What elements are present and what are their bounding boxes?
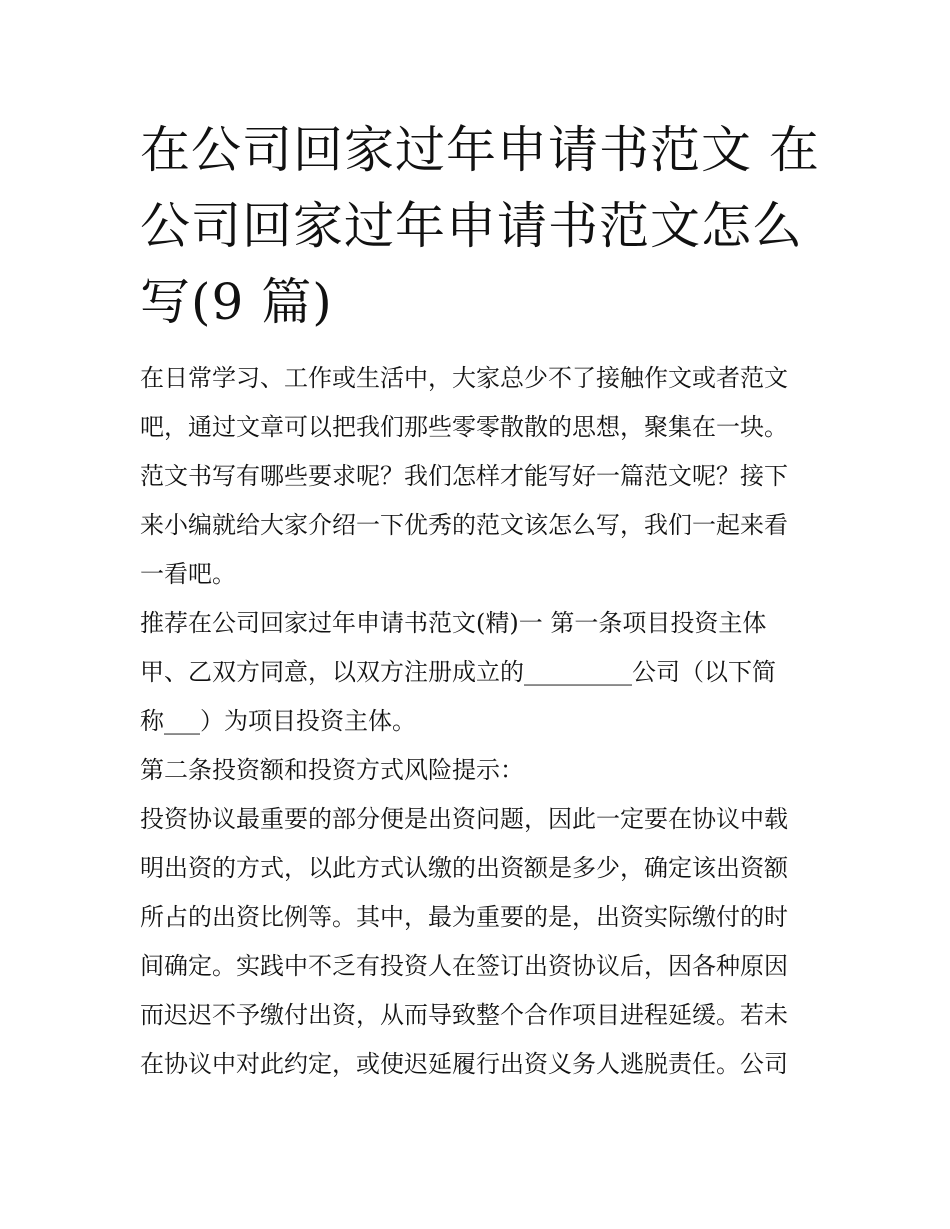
- title-line: 写(9 篇): [140, 273, 333, 331]
- text-line: 在日常学习、工作或生活中，大家总少不了接触作文或者范文: [140, 364, 788, 392]
- title-line: 在公司回家过年申请书范文 在: [140, 121, 820, 179]
- text-line: 甲、乙双方同意，以双方注册成立的_________公司（以下简: [140, 658, 776, 686]
- text-line: 来小编就给大家介绍一下优秀的范文该怎么写，我们一起来看: [140, 511, 788, 539]
- document-body: [140, 354, 820, 1089]
- text-line: 吧，通过文章可以把我们那些零零散散的思想，聚集在一块。: [140, 413, 788, 441]
- text-line: 一看吧。: [140, 560, 236, 588]
- text-line: 投资协议最重要的部分便是出资问题，因此一定要在协议中载: [140, 805, 788, 833]
- text-line: 在协议中对此约定，或使迟延履行出资义务人逃脱责任。公司: [140, 1050, 788, 1078]
- article-two-heading: [140, 746, 820, 795]
- text-line: 明出资的方式，以此方式认缴的出资额是多少，确定该出资额: [140, 854, 788, 882]
- text-line: 推荐在公司回家过年申请书范文(精)一 第一条项目投资主体: [140, 609, 767, 637]
- text-line: 称___）为项目投资主体。: [140, 707, 416, 735]
- intro-paragraph: [140, 354, 820, 599]
- text-line: 而迟迟不予缴付出资，从而导致整个合作项目进程延缓。若未: [140, 1001, 788, 1029]
- text-line: 间确定。实践中不乏有投资人在签订出资协议后，因各种原因: [140, 952, 788, 980]
- text-line: 所占的出资比例等。其中，最为重要的是，出资实际缴付的时: [140, 903, 788, 931]
- document-title: [140, 112, 820, 340]
- document-page: [140, 112, 820, 1089]
- article-one-paragraph: [140, 599, 820, 746]
- text-line: 第二条投资额和投资方式风险提示：: [140, 756, 524, 784]
- text-line: 范文书写有哪些要求呢？我们怎样才能写好一篇范文呢？接下: [140, 462, 788, 490]
- title-line: 公司回家过年申请书范文怎么: [140, 197, 803, 255]
- risk-note-paragraph: [140, 795, 820, 1089]
